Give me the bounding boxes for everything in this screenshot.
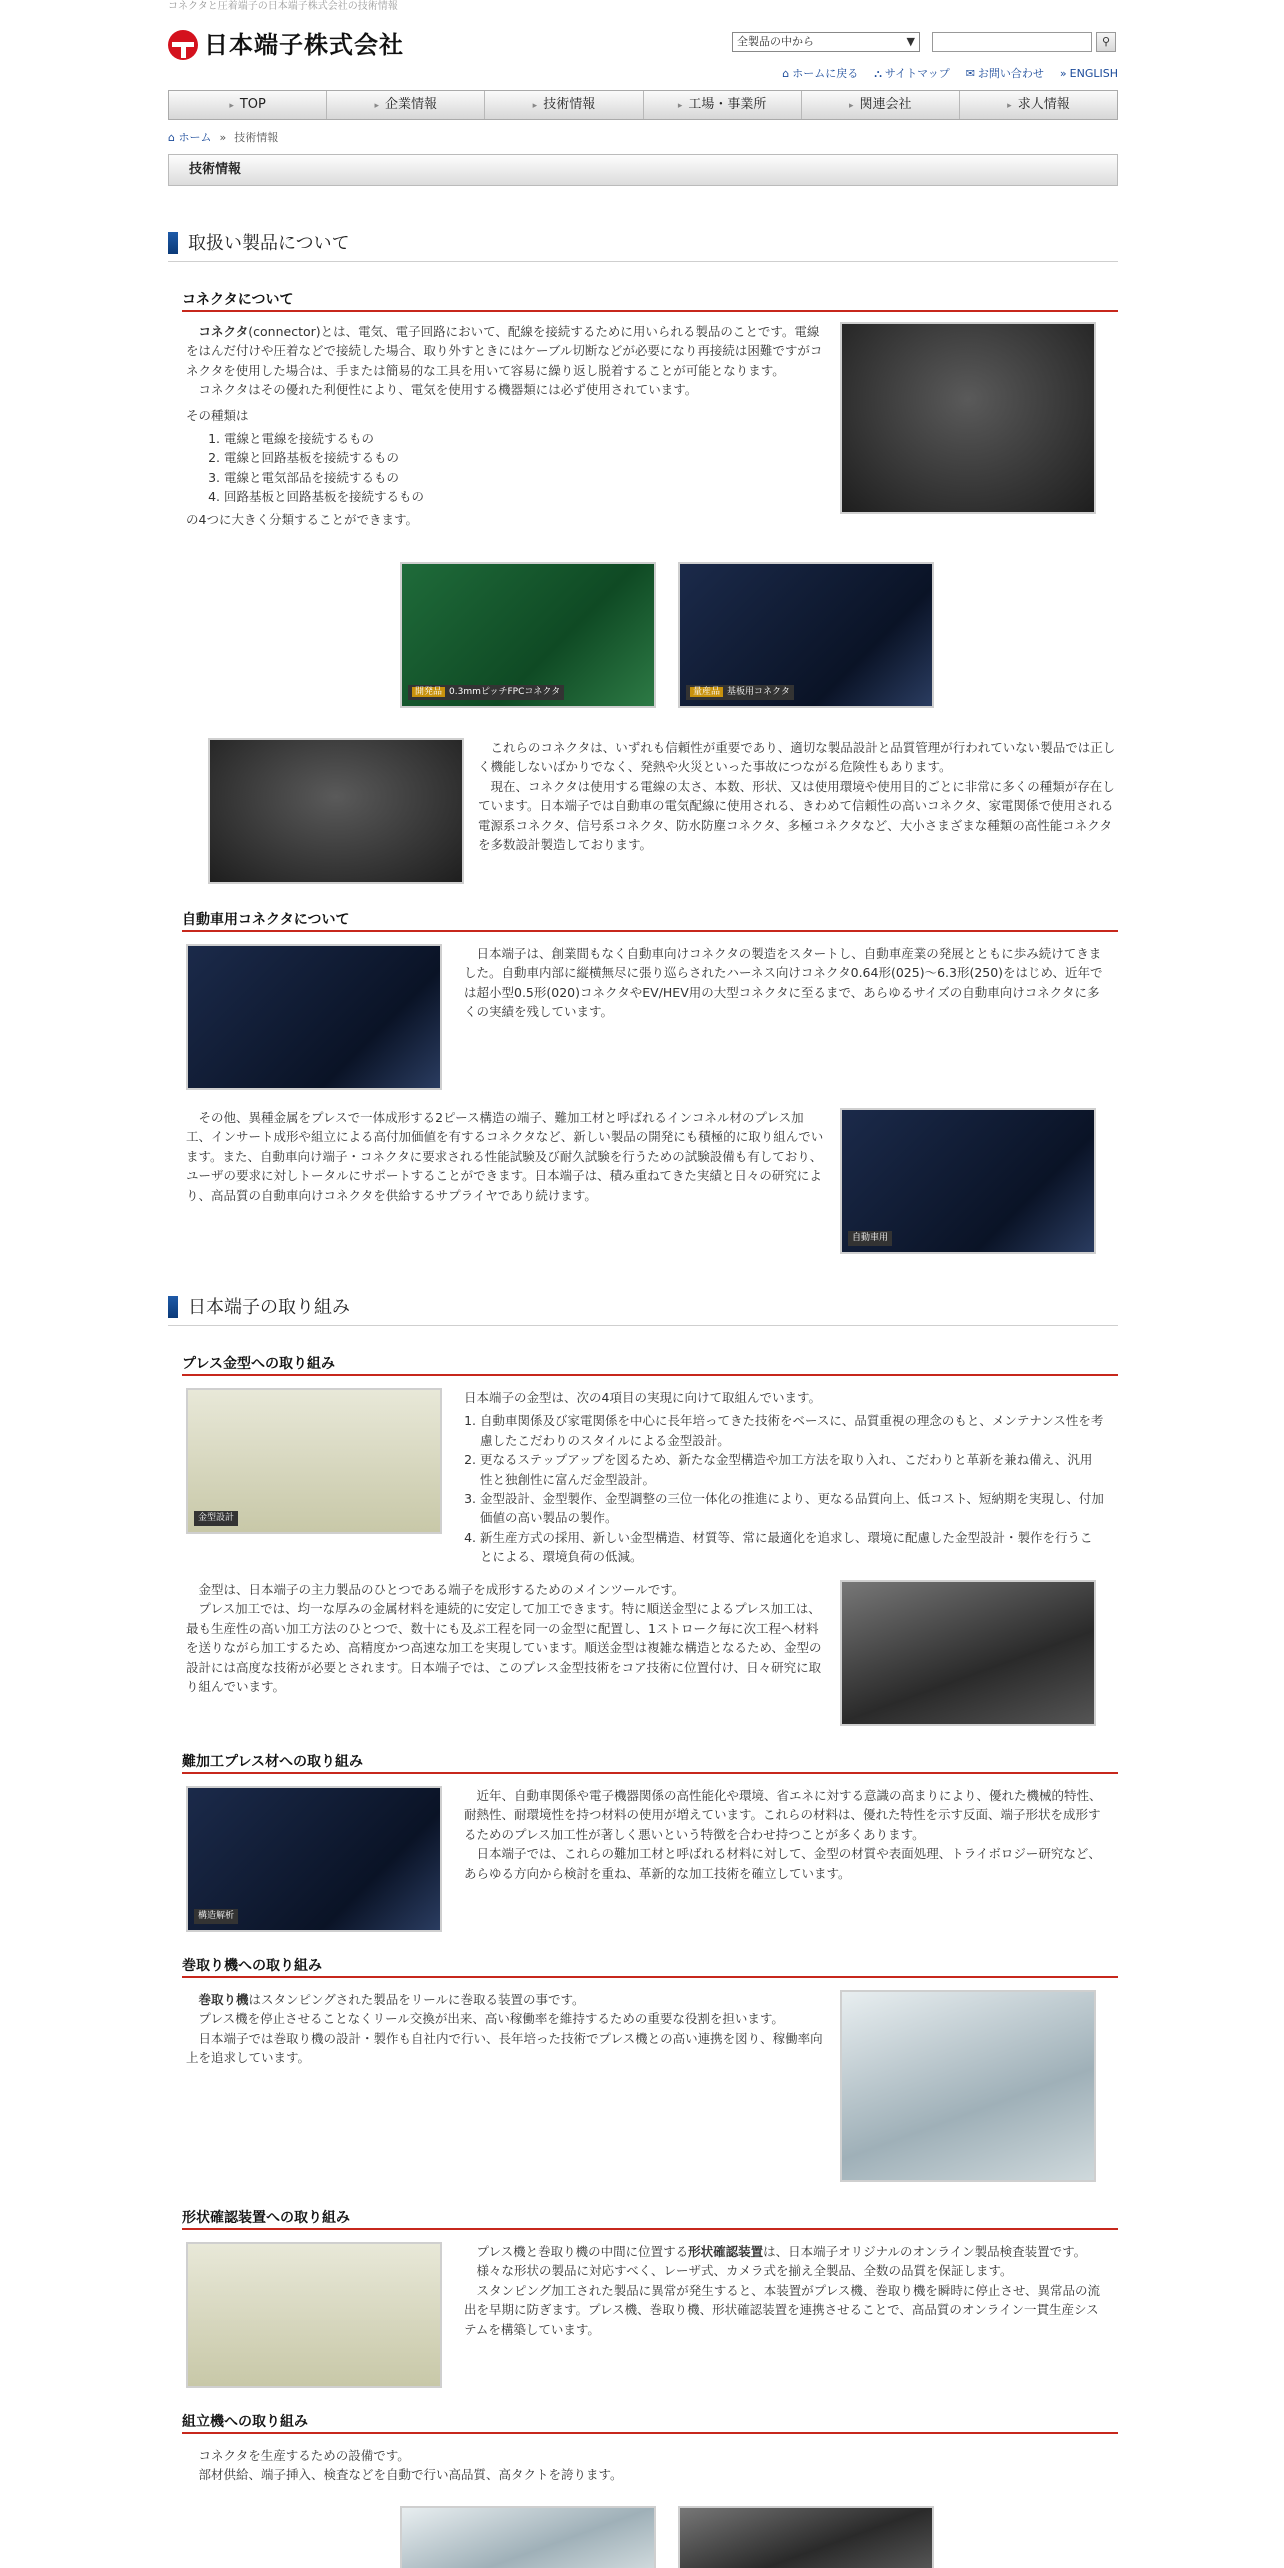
arrow-icon: ▸ <box>677 101 683 111</box>
list-item: 1. 電線と電線を接続するもの <box>224 429 826 448</box>
util-link-english[interactable]: » ENGLISH <box>1059 67 1118 80</box>
chevron-down-icon: ▼ <box>906 35 915 49</box>
breadcrumb-current: 技術情報 <box>234 131 279 144</box>
assembly-photo-1 <box>400 2506 656 2568</box>
list-item: 2. 電線と回路基板を接続するもの <box>224 448 826 467</box>
arrow-icon: ▸ <box>229 101 234 111</box>
mail-icon: ✉ <box>965 67 975 80</box>
board-connector-photo: 量産品 基板用コネクタ <box>678 562 934 708</box>
util-link-home[interactable]: ⌂ ホームに戻る <box>782 67 859 80</box>
search-icon: ⚲ <box>1101 35 1111 48</box>
heading-inspection: 形状確認装置への取り組み <box>182 2208 1118 2230</box>
list-item: 4. 回路基板と回路基板を接続するもの <box>224 487 826 506</box>
arrow-icon: ▸ <box>374 101 380 111</box>
company-logo[interactable] <box>168 28 404 63</box>
auto-text-2: その他、異種金属をプレスで一体成形する2ピース構造の端子、難加工材と呼ばれるインコネル材のプレス加工、インサート成形や組立による高付加価値を有するコネクタなど、新しい製品の開発にも積極的に取り組んでいます。また、自動車向け端子・コネクタに要求される性能試験及び耐久試験を行うための試験設備も有しており、ユーザの要求に対しトータルにサポートすることができます。日本端子は、積み重ねてきた実績と日々の研究により、高品質の自動車向けコネクタを供給するサプライヤであり続けます。 <box>186 1110 824 1203</box>
logo-text: 日本端子株式会社 <box>204 30 404 59</box>
utility-links <box>782 66 1118 82</box>
breadcrumb-home[interactable]: ⌂ ホーム <box>168 131 212 144</box>
heading-winder: 巻取り機への取り組み <box>182 1956 1118 1978</box>
search-button[interactable] <box>1096 32 1116 52</box>
inspection-device-photo <box>186 2242 442 2388</box>
nav-top[interactable]: ▸ TOP <box>169 91 327 119</box>
press-die-list <box>464 1411 1104 1566</box>
assembly-text: コネクタを生産するための設備です。 部材供給、端子挿入、検査などを自動で行い高品質、高タクトを誇ります。 <box>198 2448 623 2483</box>
search-input[interactable] <box>932 32 1092 52</box>
winder-text: 巻取り機はスタンピングされた製品をリールに巻取る装置の事です。 プレス機を停止させることなくリール交換が出来、高い稼働率を維持するための重要な役割を担います。 日本端子では巻取り機の設計・製作も自社内で行い、長年培った技術でプレス機との高い連携を図り、稼働率向上を追求しています。 <box>186 1992 823 2066</box>
nav-company[interactable]: ▸ 企業情報 <box>327 91 485 119</box>
util-link-sitemap[interactable]: ⛬ サイトマップ <box>874 67 950 80</box>
list-item: 3. 金型設計、金型製作、金型調整の三位一体化の推進により、更なる品質向上、低コスト、短納期を実現し、付加価値の高い製品の製作。 <box>480 1489 1104 1528</box>
heading-assembly: 組立機への取り組み <box>182 2412 1118 2434</box>
press-die-desc: 金型は、日本端子の主力製品のひとつである端子を成形するためのメインツールです。 プレス加工では、均一な厚みの金属材料を連続的に安定して加工できます。特に順送金型によるプレス加工は、最も生産性の高い加工方法のひとつで、数十にも及ぶ工程を同一の金型に配置し、1ストローク毎に次工程へ材料を送りながら加工するため、高精度かつ高速な加工を実現しています。順送金型は複雑な構造となるため、金型の設計には高度な技術が必要とされます。日本端子では、このプレス金型技術をコア技術に位置付け、日々研究に取り組んでいます。 <box>186 1582 822 1694</box>
search-scope-select[interactable] <box>732 32 920 52</box>
sitemap-icon: ⛬ <box>874 67 882 80</box>
fpc-connector-photo: 開発品 0.3mmピッチFPCコネクタ <box>400 562 656 708</box>
chevron-right-icon: » <box>1059 67 1067 80</box>
nav-recruit[interactable]: ▸ 求人情報 <box>1007 97 1070 112</box>
list-item: 3. 電線と電気部品を接続するもの <box>224 468 826 487</box>
chevron-right-icon: » <box>219 131 227 144</box>
auto-connector-photo: 自動車用 <box>840 1108 1096 1254</box>
home-icon: ⌂ <box>782 67 790 80</box>
list-item: 2. 更なるステップアップを図るため、新たな金型構造や加工方法を取り入れ、こだわりと革新を兼ね備え、汎用性と独創性に富んだ金型設計。 <box>480 1450 1104 1489</box>
press-die-text: 日本端子の金型は、次の4項目の実現に向けて取組んでいます。 1. 自動車関係及び家電関係を中心に長年培ってきた技術をベースに、品質重視の理念のもと、メンテナンス性を考慮したこだわりのスタイルによる金型設計。 2. 更なるステップアップを図るため、新たな金型構造や加工方法を取り入れ、こだわりと革新を兼ね備え、汎用性と独創性に富んだ金型設計。 3. 金型設計、金型製作、金型調整の三位一体化の推進により、更なる品質向上、低コスト、短納期を実現し、付加価値の高い製品の製作。 4. 新生産方式の採用、新しい金型構造、材質等、常に最適化を追求し、環境に配慮した金型設計・製作を行うことによる、環境負荷の低減。 <box>464 1388 1104 1570</box>
section-heading-efforts: 日本端子の取り組み <box>168 1292 1118 1326</box>
connector-photo <box>840 322 1096 514</box>
terminal-strip-photo <box>208 738 464 884</box>
section-heading-products: 取扱い製品について <box>168 228 1118 262</box>
structural-analysis-photo: 構造解析 <box>186 1786 442 1932</box>
inspection-text: プレス機と巻取り機の中間に位置する形状確認装置は、日本端子オリジナルのオンライン製品検査装置です。 様々な形状の製品に対応すべく、レーザ式、カメラ式を揃え全製品、全数の品質を保証します。 スタンピング加工された製品に異常が発生すると、本装置がプレス機、巻取り機を瞬時に停止させ、異常品の流出を早期に防ぎます。プレス機、巻取り機、形状確認装置を連携させることで、高品質のオンライン一貫生産システムを構築しています。 <box>464 2244 1101 2337</box>
connector-reliability-text: これらのコネクタは、いずれも信頼性が重要であり、適切な製品設計と品質管理が行われていない製品では正しく機能しないばかりでなく、発熱や火災といった事故につながる危険性もあります。 現在、コネクタは使用する電線の太さ、本数、形状、又は使用環境や使用目的ごとに非常に多くの種類が存在しています。日本端子では自動車の電気配線に使用される、きわめて信頼性の高いコネクタ、家電関係で使用される電源系コネクタ、信号系コネクタ、防水防塵コネクタ、多極コネクタなど、大小さまざまな種類の高性能コネクタを多数設計製造しております。 <box>478 740 1116 852</box>
list-item: 1. 自動車関係及び家電関係を中心に長年培ってきた技術をベースに、品質重視の理念のもと、メンテナンス性を考慮したこだわりのスタイルによる金型設計。 <box>480 1411 1104 1450</box>
nav-tech[interactable]: ▸ 技術情報 <box>485 91 643 119</box>
press-die-photo <box>840 1580 1096 1726</box>
list-item: 4. 新生産方式の採用、新しい金型構造、材質等、常に最適化を追求し、環境に配慮した金型設計・製作を行うことによる、環境負荷の低減。 <box>480 1528 1104 1567</box>
connector-type-list <box>186 429 826 507</box>
hard-material-text: 近年、自動車関係や電子機器関係の高性能化や環境、省エネに対する意識の高まりにより、優れた機械的特性、耐熱性、耐環境性を持つ材料の使用が増えています。これらの材料は、優れた特性を示す反面、端子形状を成形するためのプレス加工性が著しく悪いという特徴を合わせ持つことが多くあります。 日本端子では、これらの難加工材と呼ばれる材料に対して、金型の材質や表面処理、トライボロジー研究など、あらゆる方向から検討を重ね、革新的な加工技術を確立しています。 <box>464 1788 1102 1881</box>
arrow-icon: ▸ <box>532 101 538 111</box>
nav-factories[interactable]: ▸ 工場・事業所 <box>644 91 802 119</box>
util-link-contact[interactable]: ✉ お問い合わせ <box>965 67 1044 80</box>
nav-affiliates[interactable]: ▸ 関連会社 <box>802 91 960 119</box>
heading-press-die: プレス金型への取り組み <box>182 1354 1118 1376</box>
car-harness-photo <box>186 944 442 1090</box>
arrow-icon: ▸ <box>1007 101 1012 111</box>
assembly-photo-2 <box>678 2506 934 2568</box>
die-design-photo: 金型設計 <box>186 1388 442 1534</box>
search-scope-value: 全製品の中から <box>737 35 814 49</box>
heading-connector: コネクタについて <box>182 290 1118 312</box>
winder-photo <box>840 1990 1096 2182</box>
connector-term: コネクタ <box>198 324 249 339</box>
arrow-icon: ▸ <box>849 101 854 111</box>
heading-hard-material: 難加工プレス材への取り組み <box>182 1752 1118 1774</box>
logo-mark-icon <box>168 30 198 60</box>
connector-text: コネクタ(connector)とは、電気、電子回路において、配線を接続するために用いられる製品のことです。電線をはんだ付けや圧着などで接続した場合、取り外すときにはケーブル切断などが必要になり再接続は困難ですがコネクタを使用した場合は、手または簡易的な工具を用いて容易に繰り返し脱着することが可能となります。 コネクタはその優れた利便性により、電気を使用する機器類には必ず使用されています。 その種類は 1. 電線と電線を接続するもの 2. 電線と回路基板を接続するもの 3. 電線と電気部品を接続するもの 4. 回路基板と回路基板を接続するもの の4つに大きく分類することができます。 <box>186 322 826 530</box>
page-title: 技術情報 <box>168 154 1118 186</box>
breadcrumb <box>168 130 278 146</box>
heading-auto-connector: 自動車用コネクタについて <box>182 910 1118 932</box>
site-tagline: コネクタと圧着端子の日本端子株式会社の技術情報 <box>168 1 398 12</box>
global-nav <box>168 90 1118 120</box>
auto-text-1: 日本端子は、創業間もなく自動車向けコネクタの製造をスタートし、自動車産業の発展とともに歩み続けてきました。自動車内部に縦横無尽に張り巡らされたハーネス向けコネクタ0.64形(025)〜6.3形(250)をはじめ、近年では超小型0.5形(020)コネクタやEV/HEV用の大型コネクタに至るまで、あらゆるサイズの自動車向けコネクタに多くの実績を残しています。 <box>464 946 1103 1020</box>
